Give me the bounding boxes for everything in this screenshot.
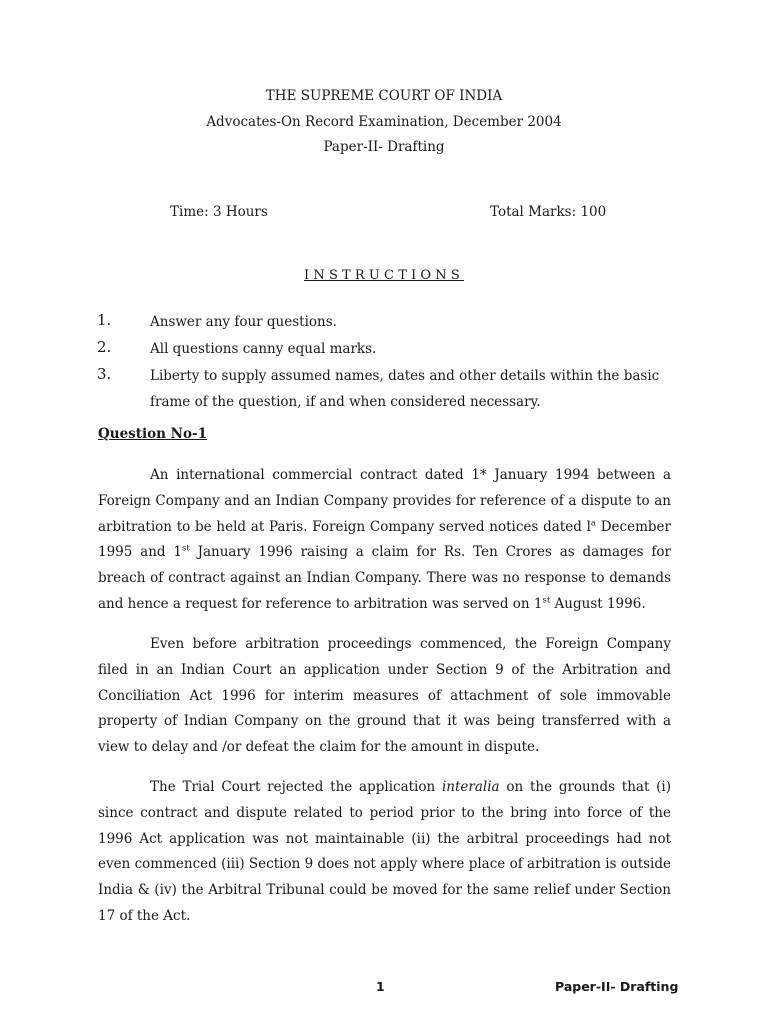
exam-title: Advocates-On Record Examination, December 2004: [206, 114, 562, 130]
paper-title: Paper-II- Drafting: [323, 139, 445, 155]
instruction-text: Answer any four questions.: [150, 314, 337, 330]
question-paragraph-2: Even before arbitration proceedings commenced, the Foreign Company filed in an Indian Court an application under Section 9 of the Arbitration and Conciliation Act 1996 for interim measures of attachment of sole immovable property of Indian Company on the ground that it was being transferred with a view to delay and /or defeat the claim for the amount in dispute.: [98, 636, 671, 756]
instruction-number: 3.: [97, 365, 112, 383]
instruction-number: 1.: [97, 311, 112, 329]
total-marks: Total Marks: 100: [490, 204, 607, 220]
instruction-text: All questions canny equal marks.: [150, 341, 377, 357]
instruction-number: 2.: [97, 338, 112, 356]
question-paragraph-1: An international commercial contract dated 1* January 1994 between a Foreign Company and an Indian Company provides for reference of a dispute to an arbitration to be held at Paris. Foreign Company served notices dated $l^a$ December 1995 and 1st January 1996 raising a claim for Rs. Ten Crores as damages for breach of contract against an Indian Company. There was no response to demands and hence a request for reference to arbitration was served on 1st August 1996.: [98, 467, 671, 612]
time-allowed: Time: 3 Hours: [170, 204, 268, 220]
page-number: 1: [376, 979, 385, 994]
instructions-heading: INSTRUCTIONS: [304, 268, 464, 283]
footer-title: Paper-II- Drafting: [555, 979, 679, 994]
question-heading: Question No-1: [98, 426, 207, 442]
question-paragraph-3: The Trial Court rejected the application interalia on the grounds that (i) since contract and dispute related to period prior to the bring into force of the 1996 Act application was not maintainable (ii) the arbitral proceedings had not even commenced (iii) Section 9 does not apply where place of arbitration is outside India & (iv) the Arbitral Tribunal could be moved for the same relief under Section 17 of the Act.: [98, 779, 672, 924]
instruction-text: Liberty to supply assumed names, dates and other details within the basic frame of the question, if and when considered necessary.: [150, 368, 660, 410]
court-title: THE SUPREME COURT OF INDIA: [265, 88, 503, 104]
